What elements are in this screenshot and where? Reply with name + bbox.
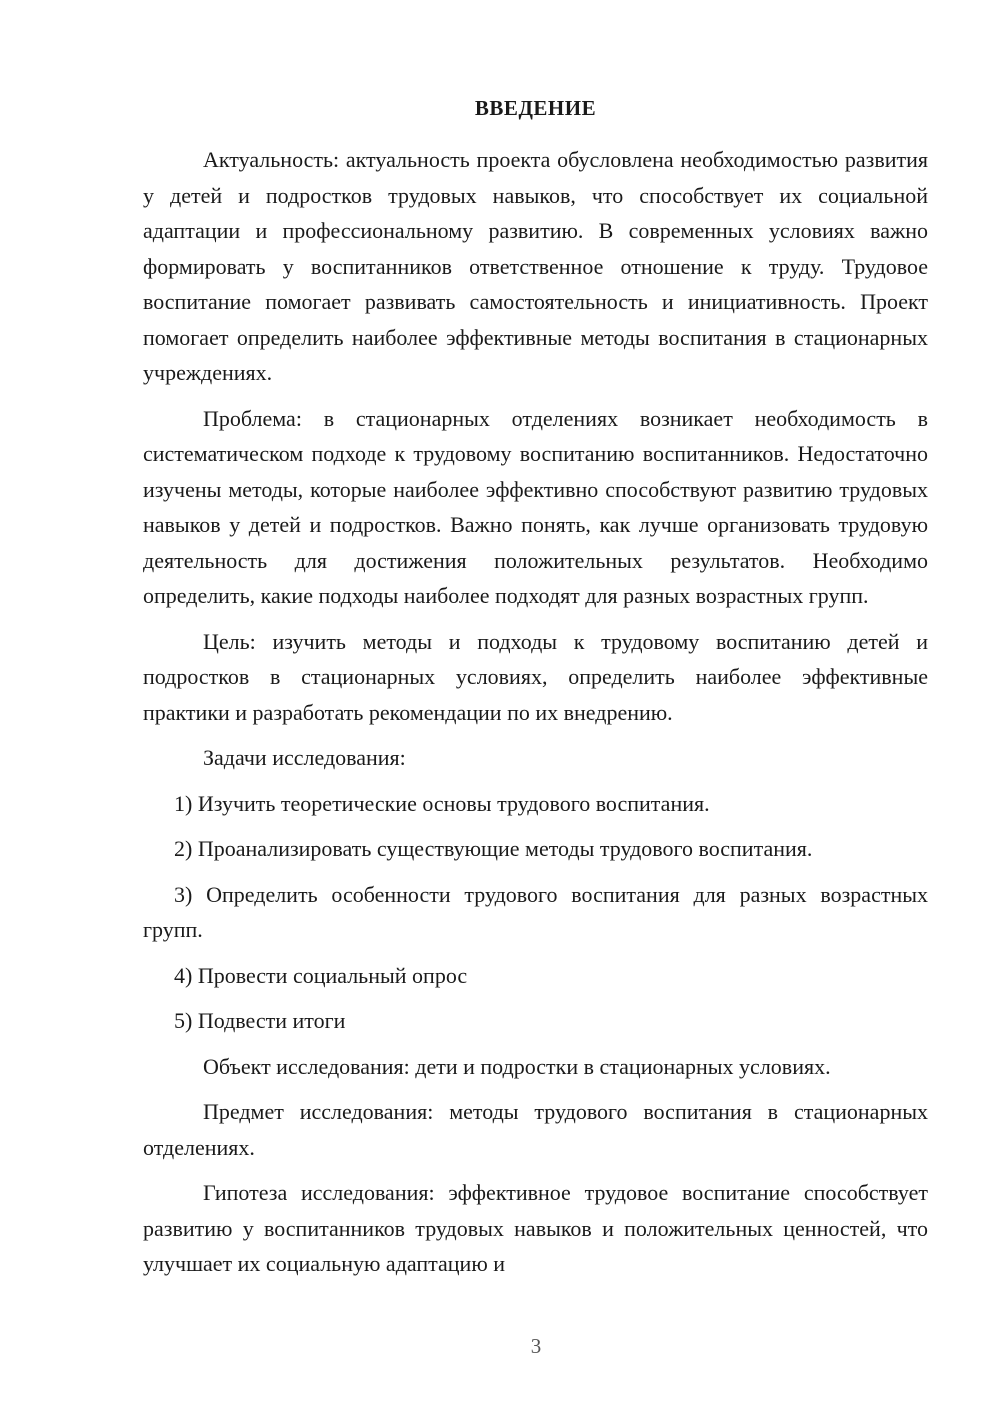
section-heading: ВВЕДЕНИЕ (474, 96, 597, 120)
paragraph-problem: Проблема: в стационарных отделениях возникает необходимость в систематическом подходе к трудовому воспитанию воспитанников. Недостаточно изучены методы, которые наиболее эффективно способствуют развитию трудовых навыков у детей и подростков. Важно понять, как лучше организовать трудовую деятельность для достижения положительных результатов. Необходимо определить, какие подходы наиболее подходят для разных возрастных групп. (143, 405, 928, 608)
page-number: 3 (530, 1334, 542, 1358)
paragraph-hypothesis: Гипотеза исследования: эффективное трудовое воспитание способствует развитию у воспитанников трудовых навыков и положительных ценностей, что улучшает их социальную адаптацию и (143, 1180, 928, 1276)
paragraph-tasks-intro: Задачи исследования: (203, 745, 406, 770)
paragraph-relevance: Актуальность: актуальность проекта обусловлена необходимостью развития у детей и подростков трудовых навыков, что способствует их социальной адаптации и профессиональному развитию. В современных условиях важно формировать у воспитанников ответственное отношение к труду. Трудовое воспитание помогает развивать самостоятельность и инициативность. Проект помогает определить наиболее эффективные методы воспитания в стационарных учреждениях. (143, 147, 928, 385)
paragraph-subject: Предмет исследования: методы трудового воспитания в стационарных отделениях. (143, 1099, 928, 1160)
paragraph-object: Объект исследования: дети и подростки в стационарных условиях. (203, 1053, 831, 1079)
body-text (143, 142, 928, 1282)
task-item-1: 1) Изучить теоретические основы трудового воспитания. (174, 790, 710, 816)
task-item-4: 4) Провести социальный опрос (174, 962, 468, 988)
task-item-3: 3) Определить особенности трудового воспитания для разных возрастных групп. (143, 881, 928, 942)
task-item-5: 5) Подвести итоги (174, 1008, 346, 1033)
task-item-2: 2) Проанализировать существующие методы трудового воспитания. (174, 836, 813, 861)
paragraph-goal: Цель: изучить методы и подходы к трудовому воспитанию детей и подростков в стационарных условиях, определить наиболее эффективные практики и разработать рекомендации по их внедрению. (143, 628, 928, 725)
